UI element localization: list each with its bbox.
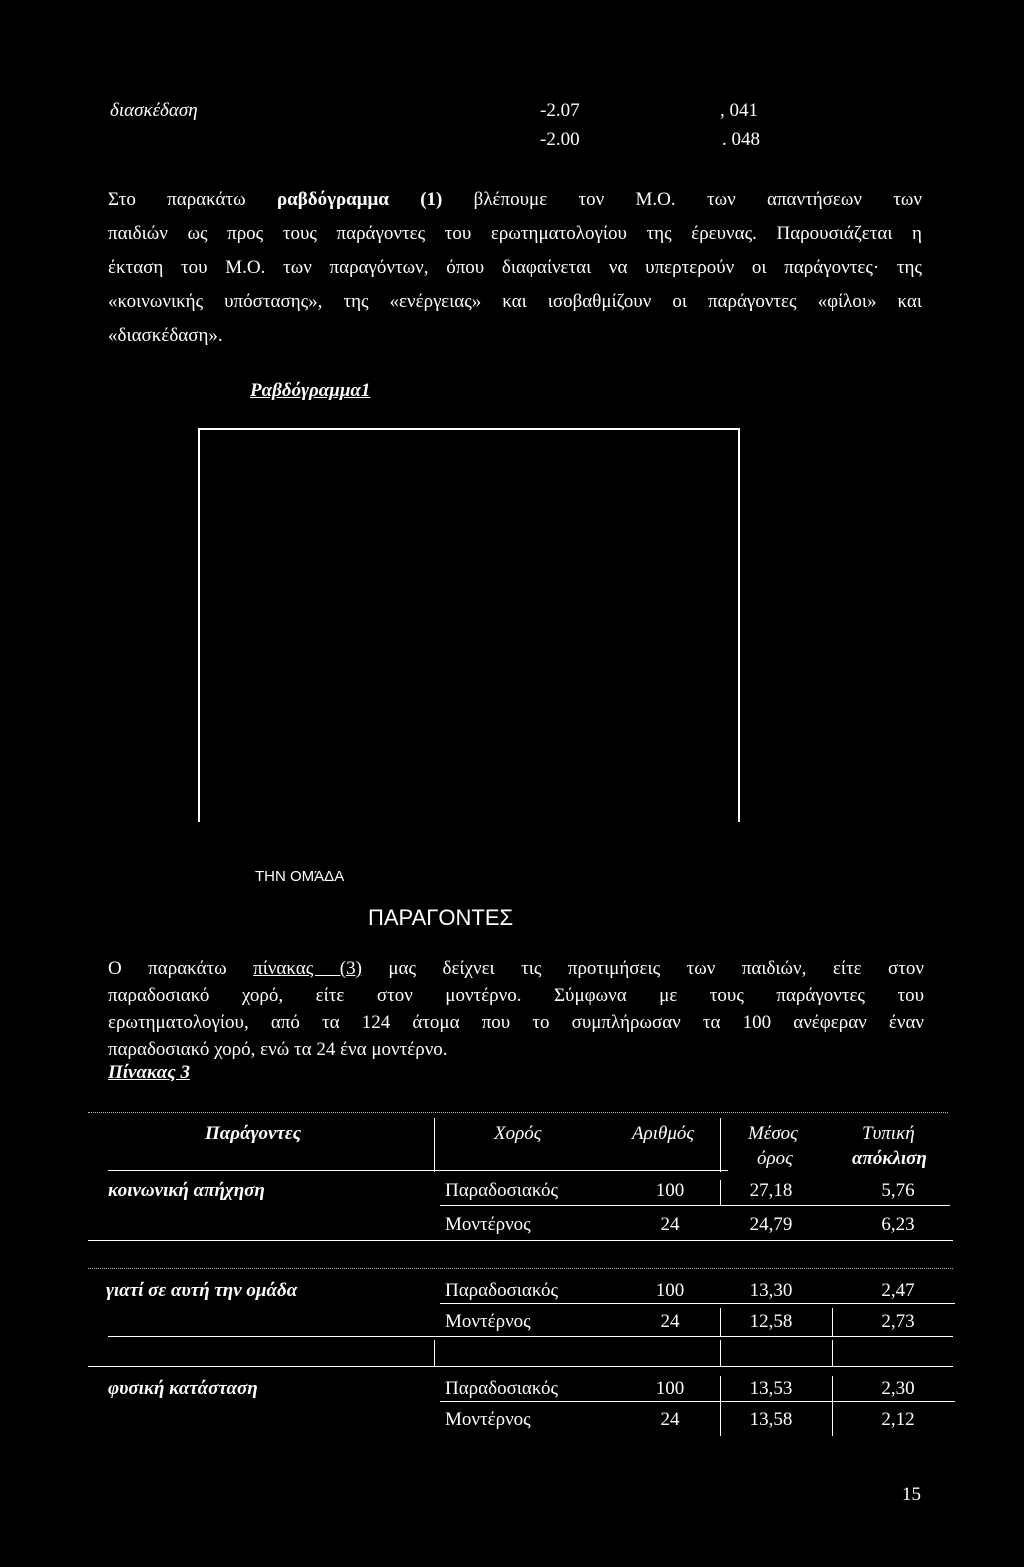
top-row-value-1: -2.07 bbox=[540, 100, 580, 121]
sd-cell: 5,76 bbox=[881, 1180, 915, 1201]
table-intro-line-4: παραδοσιακό χορό, ενώ τα 24 ένα μοντέρνο. bbox=[108, 1039, 448, 1060]
factor-label: γιατί σε αυτή την ομάδα bbox=[106, 1280, 298, 1301]
row-separator bbox=[108, 1336, 953, 1337]
sd-cell: 2,12 bbox=[881, 1409, 915, 1430]
column-divider bbox=[434, 1340, 435, 1366]
intro-line-2: παιδιών ως προς τους παράγοντες του ερωτηματολογίου της έρευνας. Παρουσιάζεται η bbox=[108, 223, 922, 244]
table-intro-line-1: Ο παρακάτω πίνακας (3) μας δείχνει τις προτιμήσεις των παιδιών, είτε στον bbox=[108, 958, 924, 979]
number-cell: 24 bbox=[660, 1214, 680, 1235]
mean-cell: 12,58 bbox=[749, 1311, 793, 1332]
group-separator bbox=[88, 1366, 953, 1367]
row-separator bbox=[440, 1401, 955, 1402]
column-divider bbox=[832, 1376, 833, 1436]
dance-cell: Παραδοσιακός bbox=[445, 1378, 559, 1399]
table-intro-line-3: ερωτηματολογίου, από τα 124 άτομα που το συμπλήρωσαν τα 100 ανέφεραν έναν bbox=[108, 1012, 924, 1033]
number-cell: 24 bbox=[660, 1311, 680, 1332]
table-reference: πίνακας (3) bbox=[253, 958, 362, 979]
number-cell: 24 bbox=[660, 1409, 680, 1430]
header-mean-1: Μέσος bbox=[748, 1123, 798, 1144]
mean-cell: 13,53 bbox=[749, 1378, 793, 1399]
factor-label: φυσική κατάσταση bbox=[108, 1378, 258, 1399]
intro-line-1: Στο παρακάτω ραβδόγραμμα (1) βλέπουμε τον Μ.Ο. των απαντήσεων των bbox=[108, 189, 923, 210]
column-divider bbox=[434, 1118, 435, 1172]
column-divider bbox=[720, 1340, 721, 1366]
mean-cell: 13,30 bbox=[749, 1280, 793, 1301]
number-cell: 100 bbox=[655, 1280, 685, 1301]
header-separator bbox=[108, 1170, 728, 1171]
top-row-value-4: . 048 bbox=[722, 129, 760, 150]
column-divider bbox=[832, 1340, 833, 1366]
table-caption: Πίνακας 3 bbox=[108, 1062, 190, 1083]
page-number: 15 bbox=[902, 1484, 921, 1505]
column-divider bbox=[832, 1308, 833, 1336]
intro-line-3: έκταση του Μ.Ο. των παραγόντων, όπου διαφαίνεται να υπερτερούν οι παράγοντες· της bbox=[108, 257, 922, 278]
row-separator bbox=[440, 1303, 955, 1304]
sd-cell: 2,30 bbox=[881, 1378, 915, 1399]
number-cell: 100 bbox=[655, 1378, 685, 1399]
group-separator bbox=[88, 1240, 953, 1241]
row-separator bbox=[440, 1205, 950, 1206]
dance-cell: Μοντέρνος bbox=[445, 1214, 531, 1235]
column-divider bbox=[720, 1376, 721, 1436]
header-sd-2: απόκλιση bbox=[852, 1148, 927, 1169]
mean-cell: 24,79 bbox=[749, 1214, 793, 1235]
bar-chart-reference: ραβδόγραμμα (1) bbox=[276, 189, 443, 210]
group-separator bbox=[88, 1268, 953, 1269]
sd-cell: 2,73 bbox=[881, 1311, 915, 1332]
top-row-value-3: -2.00 bbox=[540, 129, 580, 150]
dance-cell: Παραδοσιακός bbox=[445, 1280, 559, 1301]
column-divider bbox=[720, 1180, 721, 1206]
chart-group-label: ΤΗΝ ΟΜΆΔΑ bbox=[255, 868, 345, 885]
dance-cell: Μοντέρνος bbox=[445, 1311, 531, 1332]
header-sd-1: Τυπική bbox=[862, 1123, 915, 1144]
mean-cell: 27,18 bbox=[749, 1180, 793, 1201]
number-cell: 100 bbox=[655, 1180, 685, 1201]
factor-label: κοινωνική απήχηση bbox=[108, 1180, 265, 1201]
chart-axis-title: ΠΑΡΑΓΟΝΤΕΣ bbox=[368, 905, 514, 930]
top-row-value-2: , 041 bbox=[720, 100, 758, 121]
header-factors: Παράγοντες bbox=[205, 1123, 302, 1144]
table-top-rule bbox=[88, 1112, 948, 1113]
sd-cell: 2,47 bbox=[881, 1280, 915, 1301]
header-mean-2: όρος bbox=[757, 1148, 793, 1169]
intro-line-5: «διασκέδαση». bbox=[108, 325, 223, 346]
dance-cell: Μοντέρνος bbox=[445, 1409, 531, 1430]
column-divider bbox=[720, 1118, 721, 1172]
intro-line-4: «κοινωνικής υπόστασης», της «ενέργειας» και ισοβαθμίζουν οι παράγοντες «φίλοι» και bbox=[108, 291, 922, 312]
header-dance: Χορός bbox=[494, 1123, 542, 1144]
top-row-label: διασκέδαση bbox=[110, 100, 198, 121]
column-divider bbox=[720, 1308, 721, 1336]
header-number: Αριθμός bbox=[632, 1123, 695, 1144]
mean-cell: 13,58 bbox=[749, 1409, 793, 1430]
table-intro-line-2: παραδοσιακό χορό, είτε στον μοντέρνο. Σύμφωνα με τους παράγοντες του bbox=[108, 985, 924, 1006]
chart-caption: Ραβδόγραμμα1 bbox=[250, 380, 371, 401]
dance-cell: Παραδοσιακός bbox=[445, 1180, 559, 1201]
sd-cell: 6,23 bbox=[881, 1214, 915, 1235]
